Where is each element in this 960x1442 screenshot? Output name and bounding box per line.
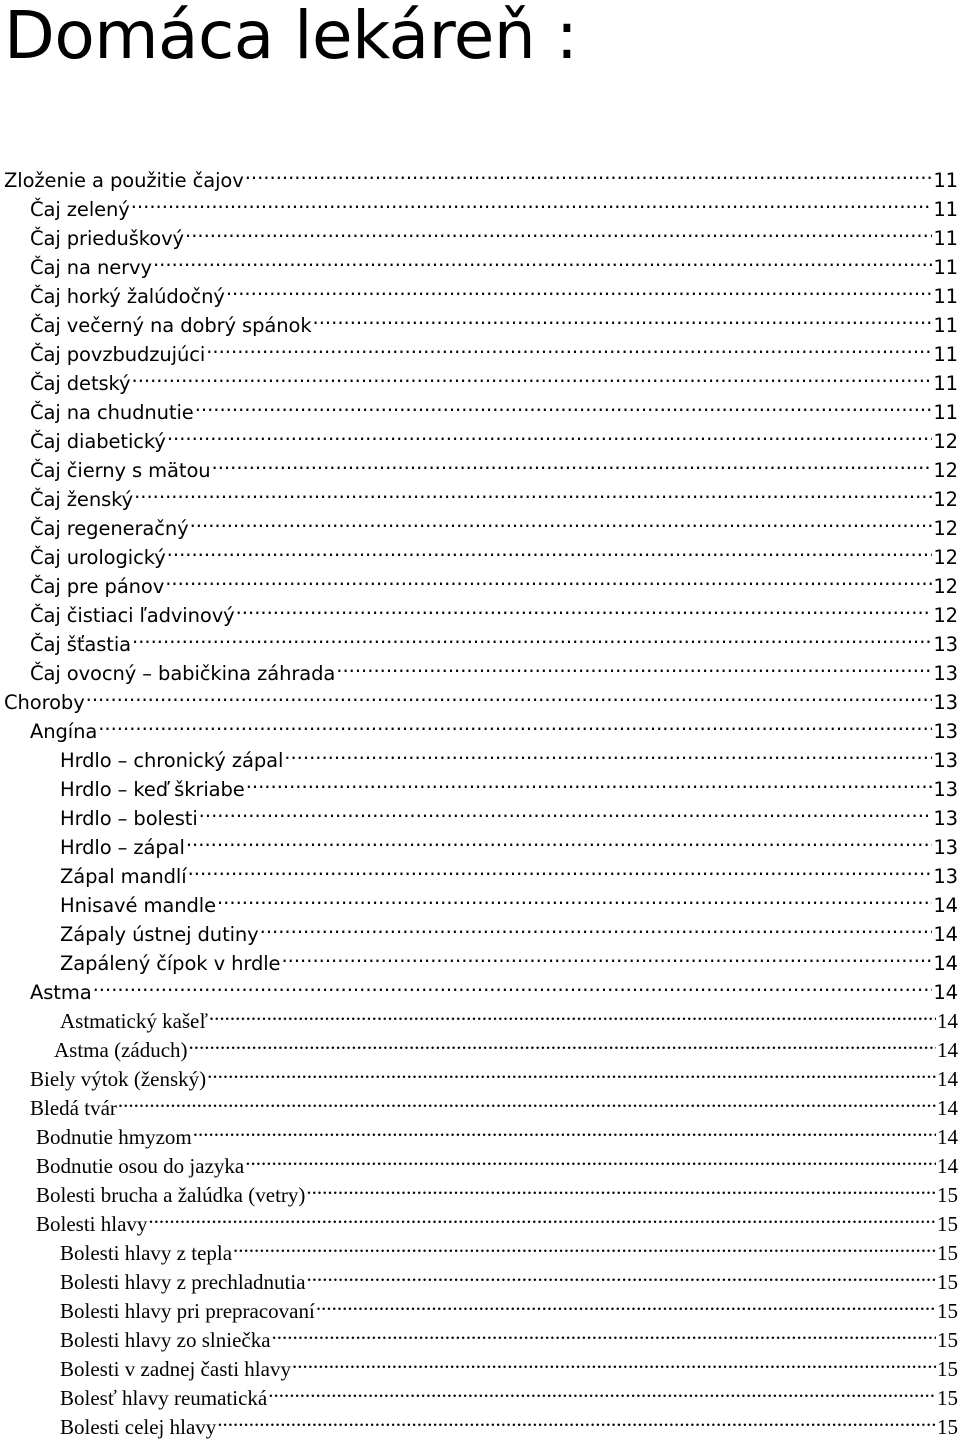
toc-entry[interactable] xyxy=(0,361,960,395)
toc-entry-title: Hrdlo – keď škriabe xyxy=(60,778,245,801)
toc-entry[interactable] xyxy=(0,1318,960,1352)
toc-entry[interactable] xyxy=(0,1115,960,1149)
toc-page-number: 14 xyxy=(933,923,958,946)
toc-leader-dots xyxy=(268,1376,936,1405)
toc-entry[interactable] xyxy=(0,564,960,598)
toc-leader-dots xyxy=(236,593,933,622)
toc-entry[interactable] xyxy=(0,622,960,656)
toc-leader-dots xyxy=(193,1115,936,1144)
toc-entry-title: Zloženie a použitie čajov xyxy=(4,169,244,192)
toc-entry[interactable] xyxy=(0,158,960,192)
toc-page-number: 14 xyxy=(937,1154,958,1178)
toc-page-number: 15 xyxy=(937,1270,958,1294)
toc-entry-title: Čaj ženský xyxy=(30,488,134,511)
toc-leader-dots xyxy=(167,535,933,564)
toc-entry[interactable] xyxy=(0,999,960,1033)
toc-leader-dots xyxy=(188,854,933,883)
toc-page-number: 14 xyxy=(937,1096,958,1120)
toc-entry[interactable] xyxy=(0,477,960,511)
toc-entry-title: Čaj pre pánov xyxy=(30,575,165,598)
toc-leader-dots xyxy=(272,1318,936,1347)
toc-page-number: 11 xyxy=(933,314,958,337)
toc-entry[interactable] xyxy=(0,1347,960,1381)
toc-entry-title: Čaj horký žalúdočný xyxy=(30,285,225,308)
toc-entry[interactable] xyxy=(0,1202,960,1236)
toc-page-number: 14 xyxy=(937,1067,958,1091)
toc-leader-dots xyxy=(167,419,933,448)
toc-entry[interactable] xyxy=(0,941,960,975)
toc-leader-dots xyxy=(245,1144,936,1173)
toc-entry-title: Bledá tvár xyxy=(30,1096,117,1120)
toc-entry[interactable] xyxy=(0,274,960,308)
toc-leader-dots xyxy=(306,1173,936,1202)
toc-entry-title: Bolesti hlavy zo slniečka xyxy=(60,1328,271,1352)
page-title: Domáca lekáreň : xyxy=(4,0,578,74)
toc-entry[interactable] xyxy=(0,970,960,1004)
toc-page-number: 14 xyxy=(937,1009,958,1033)
toc-leader-dots xyxy=(233,1231,936,1260)
toc-page-number: 15 xyxy=(937,1212,958,1236)
toc-entry-title: Hrdlo – zápal xyxy=(60,836,185,859)
toc-page-number: 12 xyxy=(933,604,958,627)
toc-leader-dots xyxy=(226,274,933,303)
toc-leader-dots xyxy=(189,1028,936,1057)
toc-leader-dots xyxy=(207,1057,936,1086)
toc-page-number: 11 xyxy=(933,198,958,221)
toc-entry[interactable] xyxy=(0,1289,960,1323)
toc-entry[interactable] xyxy=(0,1405,960,1439)
toc-entry-title: Čaj detský xyxy=(30,372,131,395)
toc-entry[interactable] xyxy=(0,854,960,888)
toc-entry[interactable] xyxy=(0,1260,960,1294)
toc-entry[interactable] xyxy=(0,390,960,424)
toc-entry-title: Hrdlo – chronický zápal xyxy=(60,749,284,772)
toc-entry[interactable] xyxy=(0,1057,960,1091)
toc-entry-title: Bolesti hlavy z tepla xyxy=(60,1241,233,1265)
toc-page-number: 15 xyxy=(937,1299,958,1323)
toc-leader-dots xyxy=(307,1260,936,1289)
toc-entry[interactable] xyxy=(0,187,960,221)
toc-page-number: 12 xyxy=(933,459,958,482)
toc-entry[interactable] xyxy=(0,216,960,250)
toc-leader-dots xyxy=(313,303,933,332)
toc-leader-dots xyxy=(186,825,933,854)
toc-entry-title: Hrdlo – bolesti xyxy=(60,807,198,830)
toc-page-number: 13 xyxy=(933,662,958,685)
toc-leader-dots xyxy=(246,767,933,796)
toc-entry-title: Bolesti v zadnej časti hlavy xyxy=(60,1357,291,1381)
toc-page-number: 14 xyxy=(937,1038,958,1062)
toc-page-number: 11 xyxy=(933,227,958,250)
toc-entry-title: Bolesti hlavy pri prepracovaní xyxy=(60,1299,315,1323)
toc-entry-title: Bolesti hlavy xyxy=(36,1212,148,1236)
toc-leader-dots xyxy=(132,361,933,390)
toc-entry[interactable] xyxy=(0,303,960,337)
toc-leader-dots xyxy=(199,796,933,825)
toc-page-number: 12 xyxy=(933,575,958,598)
toc-page-number: 14 xyxy=(937,1125,958,1149)
toc-entry[interactable] xyxy=(0,506,960,540)
toc-leader-dots xyxy=(134,477,932,506)
toc-page-number: 13 xyxy=(933,691,958,714)
toc-leader-dots xyxy=(217,883,932,912)
toc-entry-title: Čaj na nervy xyxy=(30,256,152,279)
toc-entry[interactable] xyxy=(0,535,960,569)
toc-entry-title: Zápaly ústnej dutiny xyxy=(60,923,259,946)
toc-entry[interactable] xyxy=(0,912,960,946)
toc-page-number: 13 xyxy=(933,807,958,830)
toc-entry-title: Bolesti hlavy z prechladnutia xyxy=(60,1270,306,1294)
toc-leader-dots xyxy=(206,332,932,361)
toc-entry-title: Astma (záduch) xyxy=(54,1038,188,1062)
toc-leader-dots xyxy=(98,709,932,738)
toc-leader-dots xyxy=(118,1086,936,1115)
toc-leader-dots xyxy=(292,1347,936,1376)
toc-page-number: 11 xyxy=(933,285,958,308)
toc-entry-title: Čaj ovocný – babičkina záhrada xyxy=(30,662,336,685)
toc-page-number: 15 xyxy=(937,1241,958,1265)
toc-page-number: 12 xyxy=(933,546,958,569)
toc-leader-dots xyxy=(316,1289,936,1318)
toc-entry-title: Bolesť hlavy reumatická xyxy=(60,1386,268,1410)
toc-entry[interactable] xyxy=(0,1028,960,1062)
toc-entry-title: Čaj na chudnutie xyxy=(30,401,194,424)
toc-page-number: 13 xyxy=(933,749,958,772)
toc-leader-dots xyxy=(185,216,932,245)
toc-leader-dots xyxy=(165,564,932,593)
toc-leader-dots xyxy=(93,970,933,999)
toc-page-number: 15 xyxy=(937,1357,958,1381)
toc-page-number: 12 xyxy=(933,430,958,453)
toc-leader-dots xyxy=(132,622,932,651)
toc-entry[interactable] xyxy=(0,332,960,366)
toc-entry-title: Bodnutie osou do jazyka xyxy=(36,1154,245,1178)
toc-leader-dots xyxy=(281,941,932,970)
toc-entry-title: Bodnutie hmyzom xyxy=(36,1125,192,1149)
toc-entry-title: Zápal mandlí xyxy=(60,865,187,888)
toc-entry[interactable] xyxy=(0,1173,960,1207)
toc-entry[interactable] xyxy=(0,709,960,743)
toc-leader-dots xyxy=(212,448,933,477)
toc-page-number: 11 xyxy=(933,343,958,366)
toc-entry[interactable] xyxy=(0,593,960,627)
toc-leader-dots xyxy=(195,390,933,419)
toc-entry[interactable] xyxy=(0,1376,960,1410)
toc-leader-dots xyxy=(217,1405,936,1434)
toc-page-number: 13 xyxy=(933,836,958,859)
toc-page-number: 14 xyxy=(933,981,958,1004)
toc-entry-title: Čaj povzbudzujúci xyxy=(30,343,206,366)
toc-entry[interactable] xyxy=(0,1231,960,1265)
toc-entry[interactable] xyxy=(0,796,960,830)
toc-page-number: 15 xyxy=(937,1183,958,1207)
toc-entry[interactable] xyxy=(0,883,960,917)
toc-entry-title: Astmatický kašeľ xyxy=(60,1009,208,1033)
toc-entry[interactable] xyxy=(0,1086,960,1120)
toc-entry[interactable] xyxy=(0,448,960,482)
toc-entry[interactable] xyxy=(0,419,960,453)
toc-page-number: 15 xyxy=(937,1386,958,1410)
toc-entry[interactable] xyxy=(0,1144,960,1178)
toc-entry[interactable] xyxy=(0,651,960,685)
toc-entry-title: Čaj regeneračný xyxy=(30,517,189,540)
toc-page-number: 12 xyxy=(933,488,958,511)
toc-entry-title: Čaj čierny s mätou xyxy=(30,459,211,482)
table-of-contents xyxy=(0,158,960,1439)
toc-entry-title: Čaj šťastia xyxy=(30,633,132,656)
toc-page-number: 12 xyxy=(933,517,958,540)
toc-leader-dots xyxy=(153,245,932,274)
toc-page-number: 15 xyxy=(937,1328,958,1352)
toc-leader-dots xyxy=(260,912,933,941)
toc-page-number: 15 xyxy=(937,1415,958,1439)
toc-entry[interactable] xyxy=(0,680,960,714)
toc-entry-title: Angína xyxy=(30,720,98,743)
toc-entry-title: Čaj zelený xyxy=(30,198,130,221)
toc-entry-title: Astma xyxy=(30,981,92,1004)
toc-entry-title: Čaj večerný na dobrý spánok xyxy=(30,314,312,337)
toc-page-number: 13 xyxy=(933,865,958,888)
toc-entry[interactable] xyxy=(0,245,960,279)
toc-leader-dots xyxy=(284,738,932,767)
toc-page-number: 13 xyxy=(933,778,958,801)
toc-leader-dots xyxy=(131,187,933,216)
toc-entry-title: Zapálený čípok v hrdle xyxy=(60,952,281,975)
toc-entry-title: Čaj čistiaci ľadvinový xyxy=(30,604,235,627)
toc-entry-title: Čaj urologický xyxy=(30,546,166,569)
toc-page-number: 11 xyxy=(933,401,958,424)
toc-entry-title: Čaj prieduškový xyxy=(30,227,184,250)
toc-page-number: 13 xyxy=(933,633,958,656)
toc-entry-title: Bolesti celej hlavy xyxy=(60,1415,217,1439)
toc-page-number: 11 xyxy=(933,372,958,395)
toc-leader-dots xyxy=(148,1202,936,1231)
toc-leader-dots xyxy=(209,999,936,1028)
toc-entry-title: Bolesti brucha a žalúdka (vetry) xyxy=(36,1183,306,1207)
toc-entry-title: Čaj diabetický xyxy=(30,430,166,453)
toc-entry[interactable] xyxy=(0,738,960,772)
toc-page-number: 11 xyxy=(933,256,958,279)
toc-entry-title: Hnisavé mandle xyxy=(60,894,216,917)
toc-page-number: 11 xyxy=(933,169,958,192)
toc-page-number: 14 xyxy=(933,894,958,917)
toc-entry-title: Choroby xyxy=(4,691,85,714)
toc-page-number: 14 xyxy=(933,952,958,975)
toc-entry-title: Biely výtok (ženský) xyxy=(30,1067,207,1091)
toc-page-number: 13 xyxy=(933,720,958,743)
toc-leader-dots xyxy=(336,651,932,680)
toc-leader-dots xyxy=(86,680,933,709)
toc-leader-dots xyxy=(190,506,933,535)
toc-entry[interactable] xyxy=(0,767,960,801)
toc-entry[interactable] xyxy=(0,825,960,859)
toc-leader-dots xyxy=(245,158,933,187)
